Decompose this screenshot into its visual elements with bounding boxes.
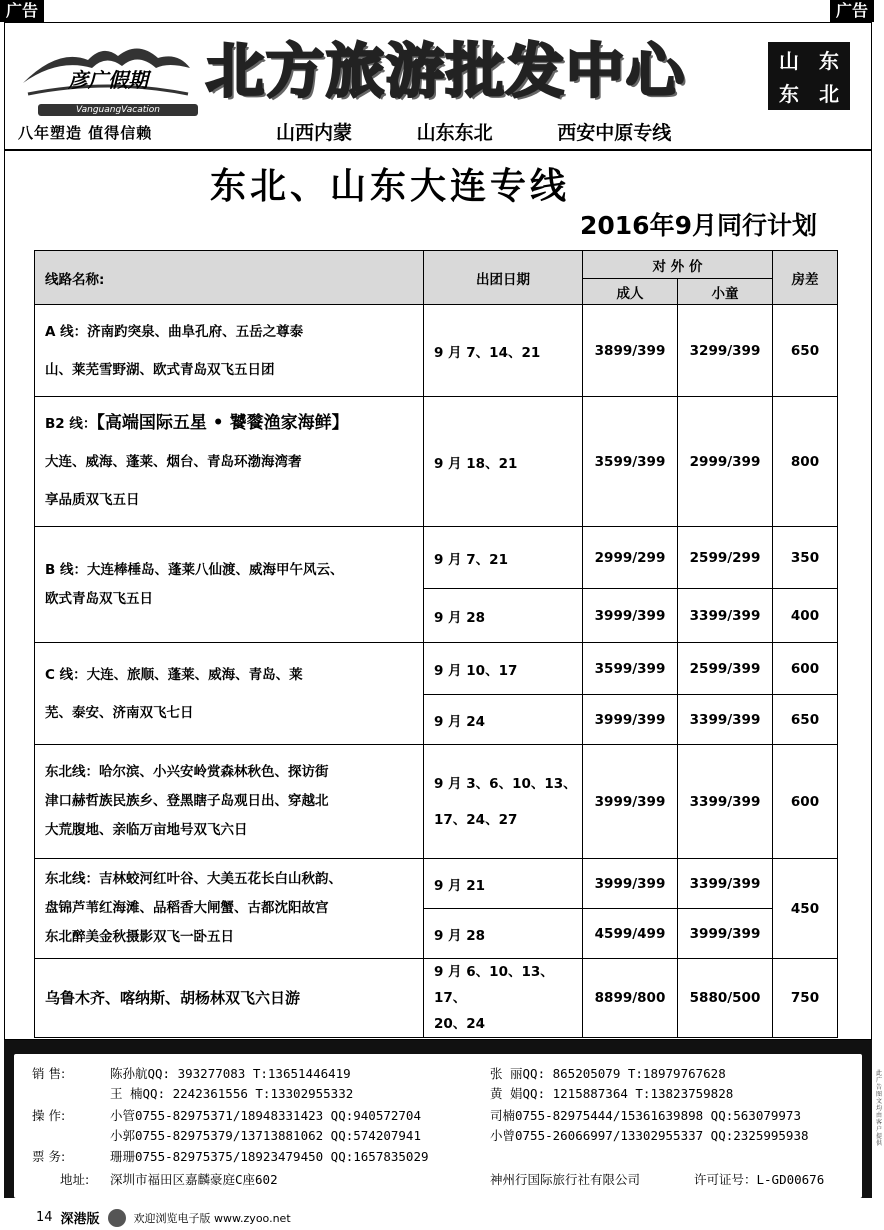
region-badge-char: 东 [819,49,839,73]
route-line: 乌鲁木齐、喀纳斯、胡杨林双飞六日游 [45,989,301,1007]
region-badge-char: 北 [819,82,839,106]
room-diff: 350 [773,527,838,589]
route-line [45,404,413,443]
adult-price: 3599/399 [583,397,678,527]
room-diff: 800 [773,397,838,527]
route-name [35,643,424,745]
date-line: 9 月 6、10、13、17、 [434,964,554,1006]
room-diff: 400 [773,589,838,643]
side-note: 此广告图文均由客户提供 [876,1070,883,1147]
date-line: 17、24、27 [434,811,518,828]
child-price: 3299/399 [678,305,773,397]
ticket-label: 票 务: [32,1149,66,1164]
ops-contact: 小郭0755-82975379/13713881062 QQ:574207941 [110,1128,421,1143]
section-title: 东北、山东大连专线 [210,165,571,207]
header-price: 对 外 价 [583,251,773,279]
depart-date: 9 月 24 [424,695,583,745]
depart-date: 9 月 10、17 [424,643,583,695]
route-line: 东北线：哈尔滨、小兴安岭赏森林秋色、探访街 [45,764,329,780]
ops-label: 操 作: [32,1108,66,1123]
sales-contact: 王 楠QQ: 2242361556 T:13302955332 [110,1086,354,1101]
table-row [35,959,838,1038]
ops-contact: 小管0755-82975371/18948331423 QQ:940572704 [110,1108,421,1123]
depart-date [424,959,583,1038]
ad-label-left: 广告 [0,0,44,22]
child-price: 2999/399 [678,397,773,527]
table-row [35,305,838,397]
route-name [35,305,424,397]
route-line: 东北线：吉林蛟河红叶谷、大美五花长白山秋韵、 [45,871,342,887]
header-room-diff: 房差 [773,251,838,305]
room-diff: 600 [773,643,838,695]
main-title: 北方旅游批发中心 [206,37,687,105]
route-line: B 线：大连棒棰岛、蓬莱八仙渡、威海甲午风云、 [45,561,344,578]
company-logo [18,38,193,118]
route-line: 欧式青岛双飞五日 [45,590,153,607]
page-number: 14 [36,1210,53,1225]
route-line: 盘锦芦苇红海滩、品稻香大闸蟹、古都沈阳故宫 [45,900,329,916]
route-line: 东北醉美金秋摄影双飞一卧五日 [45,929,234,945]
table-row [35,859,838,909]
route-prefix: B2 线： [45,416,97,432]
company-name: 神州行国际旅行社有限公司 [490,1172,641,1187]
page-footer [36,1208,291,1227]
child-price: 3399/399 [678,589,773,643]
table-row [35,527,838,589]
publisher-logo-icon [108,1209,126,1227]
ad-label-right: 广告 [830,0,874,22]
table-row [35,397,838,527]
depart-date: 9 月 28 [424,909,583,959]
address-label: 地址: [60,1172,90,1187]
child-price: 3399/399 [678,695,773,745]
routes-table [34,250,838,1038]
region-badge-char: 东 [779,82,799,106]
header-divider [4,149,872,151]
depart-date: 9 月 18、21 [424,397,583,527]
adult-price: 3999/399 [583,695,678,745]
plan-title: 2016年9月同行计划 [580,211,817,240]
slogan: 八年塑造 值得信赖 [18,124,153,142]
address: 深圳市福田区嘉麟豪庭C座602 [110,1172,278,1187]
adult-price: 3999/399 [583,589,678,643]
edition-name: 深港版 [60,1212,100,1227]
depart-date [424,745,583,859]
adult-price: 3599/399 [583,643,678,695]
sales-contact: 黄 娟QQ: 1215887364 T:13823759828 [490,1086,734,1101]
route-name [35,397,424,527]
ops-contact: 司楠0755-82975444/15361639898 QQ:563079973 [490,1108,801,1123]
logo-english-name: VanguangVacation [38,104,198,116]
service-line: 山西内蒙 [276,122,353,144]
depart-date: 9 月 7、14、21 [424,305,583,397]
route-name [35,527,424,643]
adult-price: 3999/399 [583,745,678,859]
route-highlight: 【高端国际五星 • 饕餮渔家海鲜】 [96,413,349,433]
website-link[interactable]: 欢迎浏览电子版 www.zyoo.net [133,1211,291,1225]
service-line: 西安中原专线 [557,122,672,144]
header-route-name: 线路名称: [35,251,424,305]
date-line: 9 月 3、6、10、13、 [434,775,577,792]
adult-price: 4599/499 [583,909,678,959]
route-line: 津口赫哲族民族乡、登黑瞎子岛观日出、穿越北 [45,793,329,809]
contact-footer [4,1040,872,1198]
adult-price: 2999/299 [583,527,678,589]
adult-price: 3899/399 [583,305,678,397]
service-lines [276,118,701,145]
route-line: 大连、威海、蓬莱、烟台、青岛环渤海湾奢 [45,454,302,470]
depart-date: 9 月 7、21 [424,527,583,589]
ops-contact: 小曾0755-26066997/13302955337 QQ:2325995938 [490,1128,809,1143]
route-name [35,959,424,1038]
ticket-contact: 珊珊0755-82975375/18923479450 QQ:1657835029 [110,1149,429,1164]
route-line: A 线：济南趵突泉、曲阜孔府、五岳之尊泰 [45,323,304,340]
child-price: 3399/399 [678,745,773,859]
depart-date: 9 月 28 [424,589,583,643]
room-diff: 600 [773,745,838,859]
room-diff: 750 [773,959,838,1038]
sales-contact: 张 丽QQ: 865205079 T:18979767628 [490,1066,726,1081]
route-line: 山、莱芜雪野湖、欧式青岛双飞五日团 [45,361,275,378]
adult-price: 3999/399 [583,859,678,909]
license-number: 许可证号：L-GD00676 [694,1172,825,1187]
region-badge-char: 山 [779,49,799,73]
header-child: 小童 [678,279,773,305]
table-row [35,643,838,695]
header-adult: 成人 [583,279,678,305]
contact-panel [14,1054,862,1198]
route-name [35,859,424,959]
logo-chinese-name: 彦广假期 [68,68,148,92]
route-line: 大荒腹地、亲临万亩地号双飞六日 [45,822,248,838]
child-price: 3399/399 [678,859,773,909]
sales-contact: 陈孙航QQ: 393277083 T:13651446419 [110,1066,351,1081]
child-price: 2599/399 [678,643,773,695]
child-price: 2599/299 [678,527,773,589]
header-date: 出团日期 [424,251,583,305]
adult-price: 8899/800 [583,959,678,1038]
route-line: C 线：大连、旅顺、蓬莱、威海、青岛、莱 [45,666,303,683]
region-badge [768,42,850,110]
room-diff: 650 [773,305,838,397]
room-diff: 450 [773,859,838,959]
child-price: 3999/399 [678,909,773,959]
child-price: 5880/500 [678,959,773,1038]
route-name [35,745,424,859]
service-line: 山东东北 [416,122,493,144]
route-line: 芜、泰安、济南双飞七日 [45,704,194,721]
date-line: 20、24 [434,1016,486,1032]
sales-label: 销 售: [32,1066,66,1081]
route-line: 享品质双飞五日 [45,492,140,508]
depart-date: 9 月 21 [424,859,583,909]
room-diff: 650 [773,695,838,745]
table-row [35,745,838,859]
